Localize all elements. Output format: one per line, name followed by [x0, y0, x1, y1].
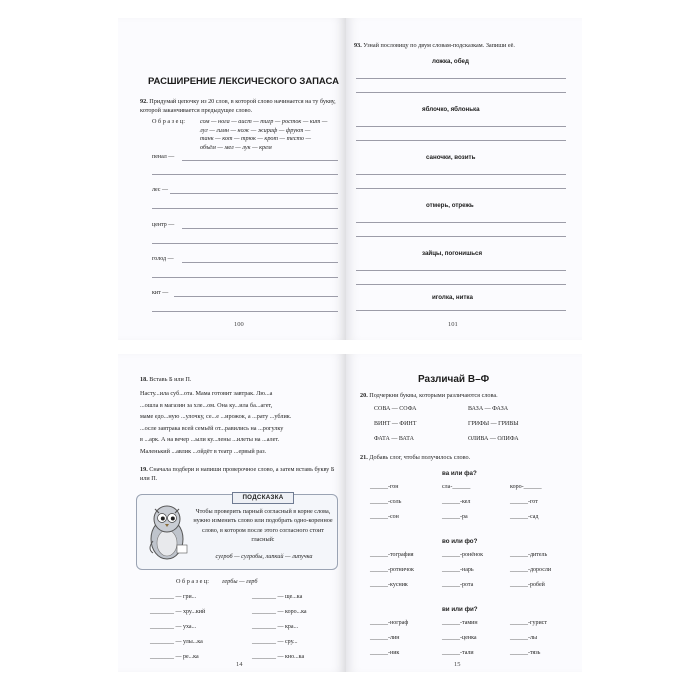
- word-right: ще...ка: [285, 594, 303, 600]
- group-heading: ва или фа?: [442, 470, 477, 477]
- syllable-item[interactable]: ______-тали: [442, 650, 474, 656]
- syllable-item[interactable]: ______-гурист: [510, 620, 547, 626]
- writing-line[interactable]: [356, 310, 566, 311]
- page-number: 101: [448, 321, 458, 328]
- syllable-item[interactable]: ______-ротничок: [370, 567, 414, 573]
- writing-line[interactable]: [356, 78, 566, 79]
- text-line: в ...арк. А на вечер ...ыли ку...лены ...илеты на ...алет.: [140, 436, 280, 443]
- syllable-item[interactable]: ______-тязь: [510, 650, 541, 656]
- hint-text: Чтобы проверить парный согласный в корне слова, нужно изменить слово или подобрать одно-коренное слово, в котором после этого согласного стоит гласный:: [193, 508, 333, 544]
- word-pair: ВИНТ — ФИНТ: [374, 421, 417, 427]
- fill-word[interactable]: ________ — уха...: [150, 624, 197, 630]
- fill-word[interactable]: ________ — ще...ка: [252, 594, 303, 600]
- sample-line: луг — гимн — нож — жираф — фрукт —: [200, 126, 311, 134]
- sample-line: танк — кот — трюк — крот — тесто —: [200, 135, 312, 143]
- task-18-body: [140, 388, 340, 457]
- syllable-item[interactable]: ______-сад: [510, 514, 539, 520]
- syllable-item[interactable]: сла-______: [442, 484, 471, 490]
- syllable-item[interactable]: ______-гот: [510, 499, 538, 505]
- writing-line[interactable]: [152, 208, 338, 209]
- writing-line[interactable]: [356, 222, 566, 223]
- page-100: [118, 18, 346, 340]
- task-number: 19.: [140, 466, 148, 473]
- syllable-item[interactable]: коро-______: [510, 484, 542, 490]
- page-number: 15: [454, 661, 461, 668]
- task-text: Подчеркни буквы, которыми различаются слова.: [369, 392, 498, 399]
- writing-line[interactable]: [356, 236, 566, 237]
- sample-lines: [200, 118, 340, 152]
- word-left: уха...: [183, 624, 197, 630]
- word-right: кно...ка: [285, 654, 305, 660]
- word-pair: ВАЗА — ФАЗА: [468, 406, 509, 412]
- writing-line[interactable]: [356, 140, 566, 141]
- syllable-item[interactable]: ______-тография: [370, 552, 414, 558]
- task-text: Вставь Б или П.: [149, 376, 192, 383]
- syllable-item[interactable]: ______-ронёнок: [442, 552, 483, 558]
- syllable-item[interactable]: ______-дитель: [510, 552, 548, 558]
- word-right: кра...: [285, 624, 299, 630]
- hint-label: ПОДСКАЗКА: [232, 492, 294, 504]
- writing-line[interactable]: [152, 243, 338, 244]
- syllable-item[interactable]: ______-кусник: [370, 582, 408, 588]
- page-15: [346, 354, 582, 672]
- word-pair: ГРИФЫ — ГРИВЫ: [468, 421, 519, 427]
- task-93: [354, 42, 574, 51]
- fill-word[interactable]: ________ — улы...ка: [150, 639, 203, 645]
- hint-words: саночки, возить: [426, 154, 476, 161]
- sample-line: объём — мел — лук — крем: [200, 143, 272, 151]
- start-word: лес —: [152, 187, 168, 193]
- word-pair: СОВА — СОФА: [374, 406, 417, 412]
- hint-box: [136, 494, 338, 570]
- text-line: Насту...ила суб...ота. Мама готовит завтрак. Лю...а: [140, 390, 273, 397]
- syllable-item[interactable]: ______-нограф: [370, 620, 409, 626]
- start-word: пенал —: [152, 154, 175, 160]
- writing-line[interactable]: [182, 228, 338, 229]
- syllable-item[interactable]: ______-ценка: [442, 635, 477, 641]
- writing-line[interactable]: [356, 284, 566, 285]
- task-19-heading: [140, 466, 340, 483]
- group-heading: ви или фи?: [442, 606, 478, 613]
- page-14: [118, 354, 346, 672]
- fill-word[interactable]: ________ — кно...ка: [252, 654, 305, 660]
- fill-word[interactable]: ________ — ре...ка: [150, 654, 199, 660]
- task-number: 92.: [140, 98, 148, 105]
- writing-line[interactable]: [152, 277, 338, 278]
- writing-line[interactable]: [356, 92, 566, 93]
- syllable-item[interactable]: ______-тамин: [442, 620, 478, 626]
- start-word: голод —: [152, 256, 174, 262]
- fill-word[interactable]: ________ — сру...: [252, 639, 298, 645]
- syllable-item[interactable]: ______-лы: [510, 635, 538, 641]
- syllable-item[interactable]: ______-ра: [442, 514, 468, 520]
- writing-line[interactable]: [182, 262, 338, 263]
- hint-words: отмерь, отрежь: [426, 202, 474, 209]
- word-left: хру...кий: [183, 609, 206, 615]
- hint-words: иголка, нитка: [432, 294, 473, 301]
- syllable-item[interactable]: ______-ник: [370, 650, 400, 656]
- writing-line[interactable]: [356, 188, 566, 189]
- word-left: гри...: [183, 594, 197, 600]
- fill-word[interactable]: ________ — коро...ка: [252, 609, 307, 615]
- text-line: Маленький ...авлик ...ойдёт в театр ...ервый раз.: [140, 447, 267, 455]
- group-heading: во или фо?: [442, 538, 478, 545]
- sample-label: О б р а з е ц:: [176, 578, 209, 585]
- word-left: улы...ка: [183, 639, 203, 645]
- sample-value: гербы — герб: [222, 578, 258, 585]
- hint-words: ложка, обед: [432, 58, 469, 65]
- page-number: 100: [234, 321, 244, 328]
- hint-words: зайцы, погонишься: [422, 250, 483, 257]
- writing-line[interactable]: [182, 160, 338, 161]
- fill-word[interactable]: ________ — кра...: [252, 624, 299, 630]
- writing-line[interactable]: [356, 126, 566, 127]
- syllable-item[interactable]: ______-рота: [442, 582, 474, 588]
- word-right: коро...ка: [285, 609, 307, 615]
- start-word: центр —: [152, 222, 175, 228]
- owl-mascot-icon: [143, 501, 191, 563]
- writing-line[interactable]: [174, 296, 338, 297]
- page-101: [346, 18, 582, 340]
- sample-label: О б р а з е ц:: [152, 118, 185, 125]
- task-text: Сначала подбери и напиши проверочное слово, а затем вставь букву Б или П.: [140, 466, 335, 482]
- syllable-item[interactable]: ______-соль: [370, 499, 402, 505]
- task-number: 20.: [360, 392, 368, 399]
- hint-words: яблочко, яблонька: [422, 106, 480, 113]
- syllable-item[interactable]: ______-гон: [370, 484, 399, 490]
- syllable-item[interactable]: ______-сон: [370, 514, 399, 520]
- task-20-heading: [360, 392, 576, 401]
- task-18-heading: [140, 376, 191, 385]
- hint-example: сугроб — сугробы, липкий — липучка: [215, 553, 313, 560]
- task-text: Добавь слог, чтобы получилось слово.: [369, 454, 471, 461]
- syllable-item[interactable]: ______-доросли: [510, 567, 552, 573]
- writing-line[interactable]: [152, 311, 338, 312]
- task-92: [140, 98, 336, 115]
- section-title: Различай В–Ф: [418, 374, 490, 385]
- fill-word[interactable]: ________ — хру...кий: [150, 609, 206, 615]
- syllable-item[interactable]: ______-нарь: [442, 567, 474, 573]
- text-line: ...осле завтрака всей семьёй от...равились на ...рогулку: [140, 424, 284, 432]
- word-right: сру...: [285, 639, 298, 645]
- task-21-heading: [360, 454, 576, 463]
- section-title: РАСШИРЕНИЕ ЛЕКСИЧЕСКОГО ЗАПАСА: [148, 76, 340, 87]
- syllable-item[interactable]: ______-лин: [370, 635, 400, 641]
- word-left: ре...ка: [183, 654, 199, 660]
- fill-word[interactable]: ________ — гри...: [150, 594, 197, 600]
- writing-line[interactable]: [356, 174, 566, 175]
- word-pair: ФАТА — ВАТА: [374, 436, 414, 442]
- start-word: кит —: [152, 290, 169, 296]
- task-text: Узнай пословицу по двум словам-подсказкам. Запиши её.: [363, 42, 515, 49]
- page-number: 14: [236, 661, 243, 668]
- task-text: Придумай цепочку из 20 слов, в которой слово начинается на ту букву, которой заканчивается предыдущее слово.: [140, 98, 336, 114]
- task-number: 21.: [360, 454, 368, 461]
- word-pair: ОЛИВА — ОЛИФА: [468, 436, 519, 442]
- task-number: 18.: [140, 376, 148, 383]
- writing-line[interactable]: [152, 174, 338, 175]
- text-line: ...ошла в магазин за хле...ом. Она ку...ила ба...агет,: [140, 401, 273, 409]
- syllable-item[interactable]: ______-робей: [510, 582, 545, 588]
- syllable-item[interactable]: ______-кел: [442, 499, 471, 505]
- text-line: маме едо...ную ...улочку, се...е ...ирожок, а ...рату ...ублик.: [140, 413, 292, 420]
- writing-line[interactable]: [356, 270, 566, 271]
- sample-line: сом — нога — аист — тигр — росток — кит —: [200, 118, 328, 125]
- writing-line[interactable]: [170, 193, 338, 194]
- task-number: 93.: [354, 42, 362, 49]
